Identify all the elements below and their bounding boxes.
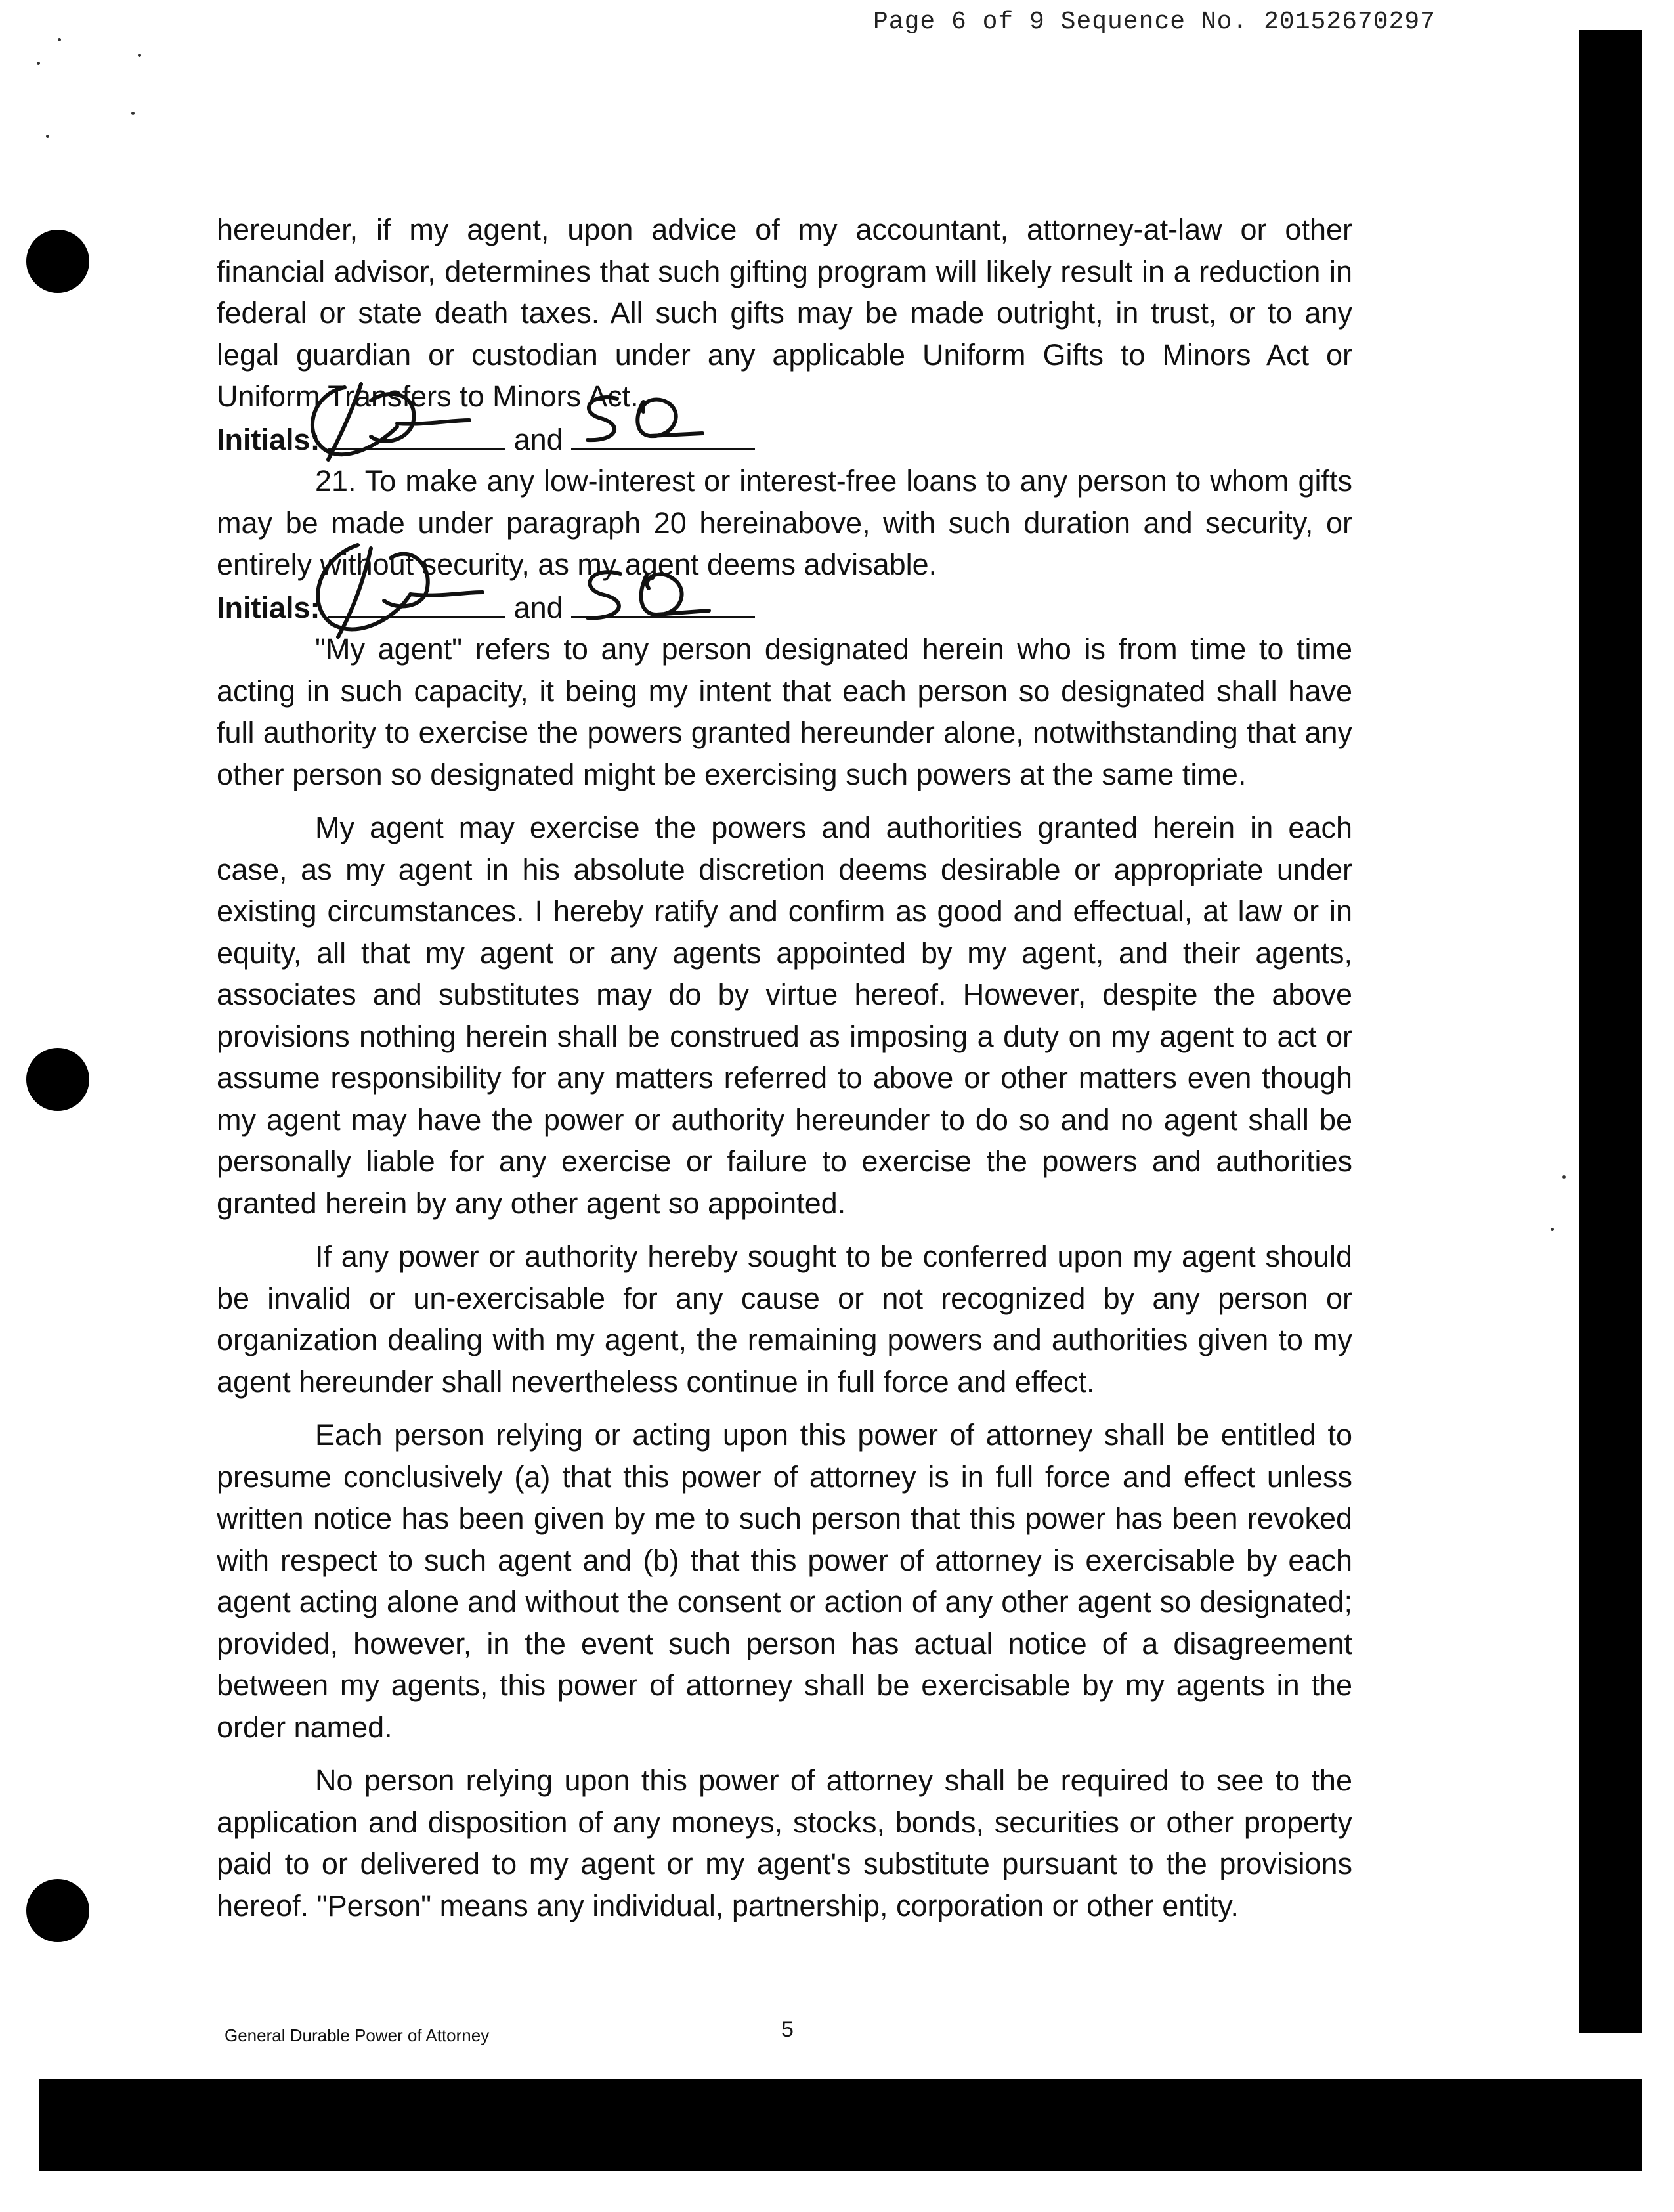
scan-speck [37, 62, 40, 65]
punch-hole-middle [26, 1048, 89, 1111]
initials-label: Initials: [217, 422, 320, 456]
footer-document-title: General Durable Power of Attorney [225, 2026, 490, 2045]
scan-speck [1551, 1228, 1554, 1231]
scan-edge-shadow-right [1579, 30, 1642, 2033]
handwritten-initials-signature [571, 389, 722, 448]
initials-label: Initials: [217, 590, 320, 624]
scan-speck [138, 54, 141, 57]
scan-speck [46, 135, 49, 138]
punch-hole-bottom [26, 1879, 89, 1942]
handwritten-initials-signature [299, 374, 483, 466]
scan-speck [131, 112, 135, 115]
paragraph-severability: If any power or authority hereby sought to be conferred upon my agent should be invalid or un-exercisable for any cause or not recognized by any person or organization dealing with my agent, the remaining powers and authorities given to my agent hereunder shall nevertheless continue in full force and effect. [217, 1240, 1352, 1399]
paragraph-21-loans: 21. To make any low-interest or interest-free loans to any person to whom gifts may be made under paragraph 20 hereinabove, with such duration and security, or entirely without security, as my agent deems advisable. [217, 464, 1352, 581]
scan-speck [58, 38, 61, 41]
punch-hole-top [26, 230, 89, 293]
scan-edge-shadow-bottom [39, 2079, 1642, 2171]
and-word: and [513, 590, 563, 624]
handwritten-initials-signature [571, 562, 722, 628]
scan-speck [1562, 1175, 1566, 1179]
paragraph-gifts-continued: hereunder, if my agent, upon advice of my accountant, attorney-at-law or other financial advisor, determines that such gifting program will likely result in a reduction in federal or state death taxes. All such gifts may be made outright, in trust, or to any legal guardian or custodian under any applicable Uniform Gifts to Minors Act or Uniform Transfers to Minors Act. [217, 213, 1352, 413]
paragraph-no-duty-to-inquire: No person relying upon this power of attorney shall be required to see to the application and disposition of any moneys, stocks, bonds, securities or other property paid to or delivered to my agent or my agent's substitute pursuant to the provisions hereof. "Person" means any individual, partnership, corporation or other entity. [217, 1764, 1352, 1922]
paragraph-my-agent-definition: "My agent" refers to any person designated herein who is from time to time acting in such capacity, it being my intent that each person so designated shall have full authority to exercise the powers granted hereunder alone, notwithstanding that any other person so designated might be exercising such powers at the same time. [217, 632, 1352, 791]
handwritten-initials-signature [299, 532, 496, 643]
and-word: and [513, 422, 563, 456]
page-sequence-header: Page 6 of 9 Sequence No. 20152670297 [873, 8, 1436, 36]
paragraph-powers-discretion: My agent may exercise the powers and authorities granted herein in each case, as my agent in his absolute discretion deems desirable or appropriate under existing circumstances. I hereby ratify and confirm as good and effectual, at law or in equity, all that my agent or any agents appointed by my agent, and their agents, associates and substitutes may do by virtue hereof. However, despite the above provisions nothing herein shall be construed as imposing a duty on my agent to act or assume responsibility for any matters referred to above or other matters even though my agent may have the power or authority hereunder to do so and no agent shall be personally liable for any exercise or failure to exercise the powers and authorities granted herein by any other agent so appointed. [217, 811, 1352, 1220]
footer-page-number: 5 [781, 2017, 794, 2042]
document-body [217, 209, 1352, 1926]
paragraph-reliance: Each person relying or acting upon this power of attorney shall be entitled to presume conclusively (a) that this power of attorney is in full force and effect unless written notice has been given by me to such person that this power has been revoked with respect to such agent and (b) that this power of attorney is exercisable by each agent acting alone and without the consent or action of any other agent so designated; provided, however, in the event such person has actual notice of a disagreement between my agents, this power of attorney shall be exercisable by my agents in the order named. [217, 1418, 1352, 1744]
